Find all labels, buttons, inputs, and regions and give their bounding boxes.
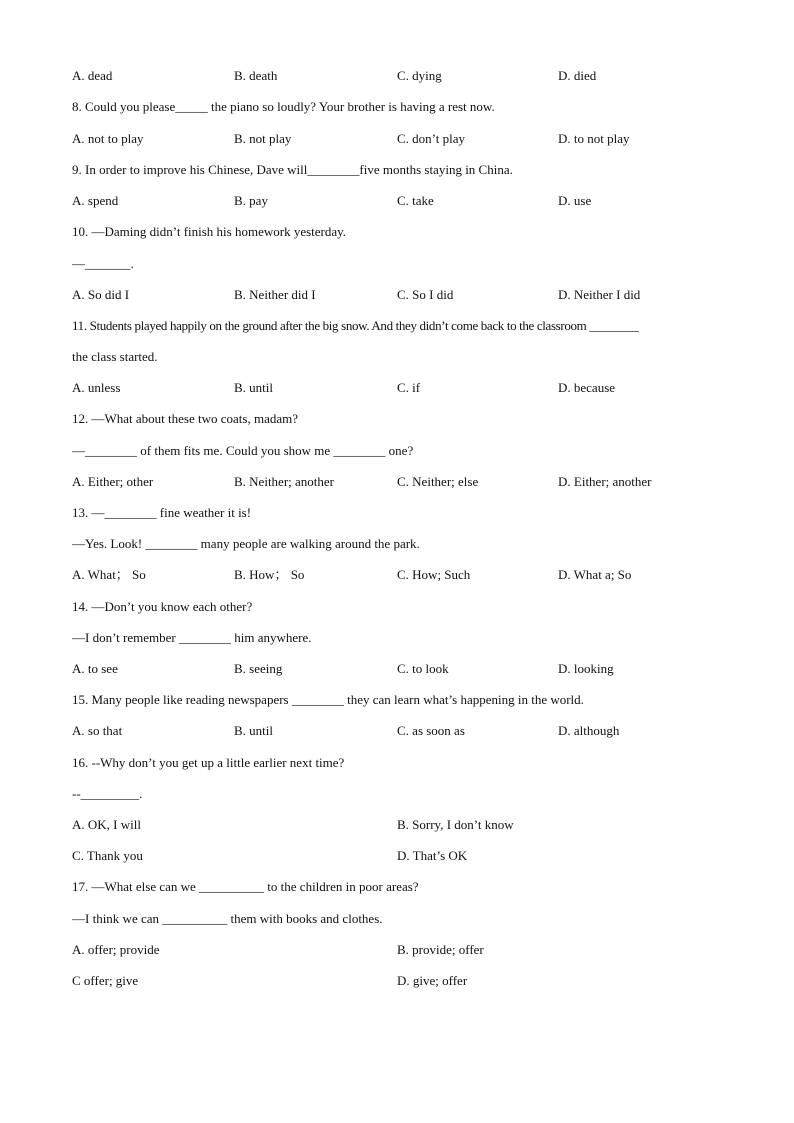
q17-option-c: C offer; give [72,973,139,988]
q13-reply: —Yes. Look! ________ many people are walking around the park. [72,536,420,551]
q12-reply: —________ of them fits me. Could you show me ________ one? [72,443,414,458]
q15-stem: 15. Many people like reading newspapers ________ they can learn what’s happening in the world. [72,692,584,707]
q17-option-a: A. offer; provide [72,942,160,957]
q9-option-d: D. use [558,193,592,208]
q16-option-b: B. Sorry, I don’t know [397,817,514,832]
q10-option-d: D. Neither I did [558,287,641,302]
q17-reply: —I think we can __________ them with books and clothes. [72,911,383,926]
q12-option-d: D. Either; another [558,474,652,489]
q8-option-b: B. not play [234,131,292,146]
q9-option-b: B. pay [234,193,268,208]
q17-stem: 17. —What else can we __________ to the children in poor areas? [72,879,419,894]
q13-option-b: B. How； So [234,567,305,582]
q14-option-b: B. seeing [234,661,283,676]
q10-reply: —_______. [72,256,134,271]
q13-stem: 13. —________ fine weather it is! [72,505,252,520]
q7-option-b: B. death [234,68,278,83]
q13-option-d: D. What a; So [558,567,632,582]
q15-option-d: D. although [558,723,620,738]
q8-option-a: A. not to play [72,131,144,146]
q16-stem: 16. --Why don’t you get up a little earlier next time? [72,755,345,770]
q17-option-b: B. provide; offer [397,942,484,957]
q9-stem: 9. In order to improve his Chinese, Dave will________five months staying in China. [72,162,513,177]
q12-option-b: B. Neither; another [234,474,334,489]
q14-reply: —I don’t remember ________ him anywhere. [72,630,312,645]
q12-stem: 12. —What about these two coats, madam? [72,411,298,426]
q10-option-c: C. So I did [397,287,454,302]
q11-option-c: C. if [397,380,421,395]
q10-stem: 10. —Daming didn’t finish his homework yesterday. [72,224,347,239]
q12-option-a: A. Either; other [72,474,154,489]
q11-option-b: B. until [234,380,274,395]
q11-stem-cont: the class started. [72,349,158,364]
q14-option-d: D. looking [558,661,614,676]
q13-option-a: A. What； So [72,567,146,582]
q10-option-b: B. Neither did I [234,287,316,302]
q11-option-a: A. unless [72,380,121,395]
q11-stem: 11. Students played happily on the ground after the big snow. And they didn’t come back to the classroom ________ [72,318,639,333]
q17-option-d: D. give; offer [397,973,468,988]
q8-option-d: D. to not play [558,131,630,146]
q16-reply: --_________. [72,786,143,801]
q14-option-c: C. to look [397,661,449,676]
q14-stem: 14. —Don’t you know each other? [72,599,253,614]
q16-option-c: C. Thank you [72,848,143,863]
q15-option-b: B. until [234,723,274,738]
q16-option-d: D. That’s OK [397,848,468,863]
q9-option-c: C. take [397,193,434,208]
q8-stem: 8. Could you please_____ the piano so loudly? Your brother is having a rest now. [72,99,495,114]
q9-option-a: A. spend [72,193,119,208]
q14-option-a: A. to see [72,661,118,676]
q16-option-a: A. OK, I will [72,817,141,832]
q11-option-d: D. because [558,380,616,395]
q15-option-c: C. as soon as [397,723,465,738]
q8-option-c: C. don’t play [397,131,466,146]
q12-option-c: C. Neither; else [397,474,479,489]
q7-option-a: A. dead [72,68,113,83]
q10-option-a: A. So did I [72,287,130,302]
q7-option-c: C. dying [397,68,442,83]
q15-option-a: A. so that [72,723,123,738]
q7-option-d: D. died [558,68,597,83]
q13-option-c: C. How; Such [397,567,471,582]
